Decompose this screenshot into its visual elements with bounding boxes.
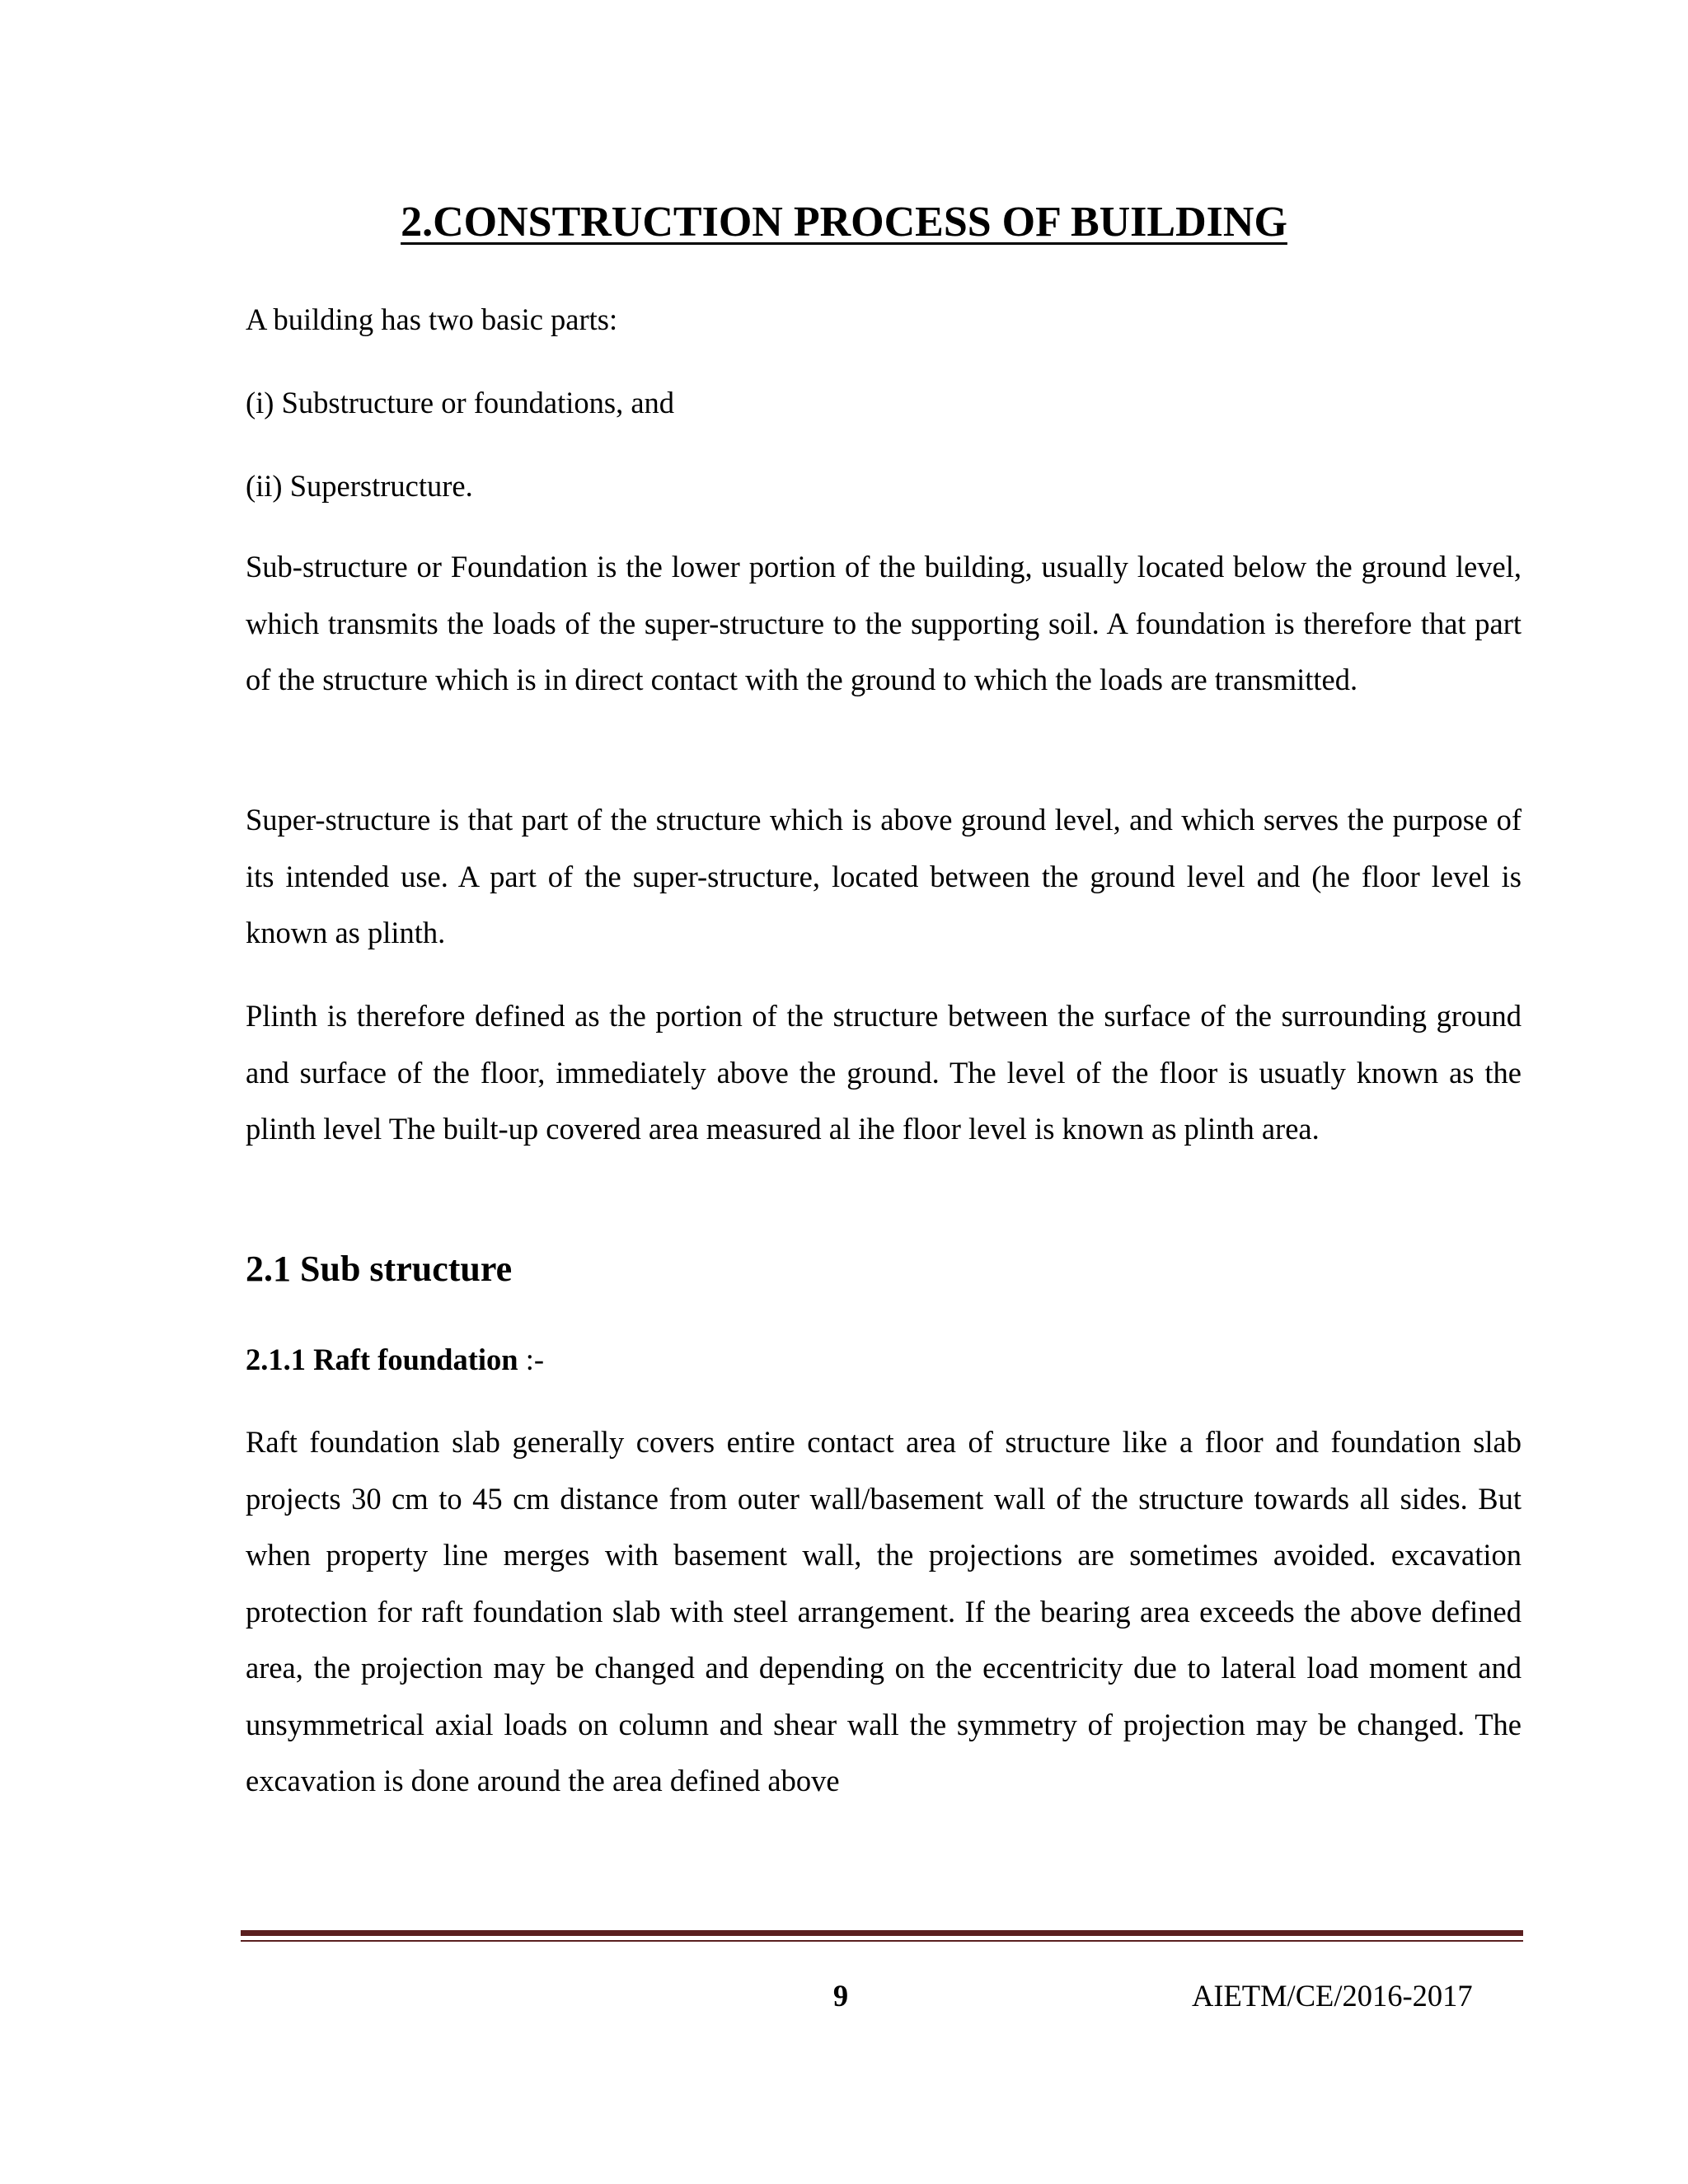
- section-heading-sub-structure: 2.1 Sub structure: [246, 1249, 513, 1289]
- paragraph-substructure: Sub-structure or Foundation is the lower portion of the building, usually located below the ground level, which transmits the loads of the super-structure to the supporting soil. A foundation is therefore that part of the structure which is in direct contact with the ground to which the loads are transmitted.: [246, 550, 1522, 696]
- paragraph-superstructure: Super-structure is that part of the structure which is above ground level, and which serves the purpose of its intended use. A part of the super-structure, located between the ground level and (he floor level is known as plinth.: [246, 803, 1522, 949]
- paragraph-plinth: Plinth is therefore defined as the portion of the structure between the surface of the surrounding ground and surface of the floor, immediately above the ground. The level of the floor is usuatly known as the plinth level The built-up covered area measured al ihe floor level is known as plinth area.: [246, 999, 1522, 1146]
- intro-text: A building has two basic parts:: [246, 302, 618, 336]
- footer-divider-thin: [241, 1940, 1523, 1942]
- chapter-title: 2.CONSTRUCTION PROCESS OF BUILDING: [401, 199, 1287, 246]
- subsection-heading-label: 2.1.1 Raft foundation: [246, 1343, 518, 1376]
- subsection-heading-suffix: :-: [518, 1343, 544, 1376]
- list-item-superstructure: (ii) Superstructure.: [246, 469, 473, 503]
- footer-document-code: AIETM/CE/2016-2017: [1192, 1979, 1473, 2013]
- page-number: 9: [832, 1979, 849, 2013]
- subsection-heading-raft-foundation: [246, 1342, 544, 1378]
- footer-divider-thick: [241, 1930, 1523, 1936]
- paragraph-raft-foundation: Raft foundation slab generally covers entire contact area of structure like a floor and foundation slab projects 30 cm to 45 cm distance from outer wall/basement wall of the structure towards all sides. But when property line merges with basement wall, the projections are sometimes avoided. excavation protection for raft foundation slab with steel arrangement. If the bearing area exceeds the above defined area, the projection may be changed and depending on the eccentricity due to lateral load moment and unsymmetrical axial loads on column and shear wall the symmetry of projection may be changed. The excavation is done around the area defined above: [246, 1425, 1522, 1797]
- list-item-substructure: (i) Substructure or foundations, and: [246, 386, 675, 419]
